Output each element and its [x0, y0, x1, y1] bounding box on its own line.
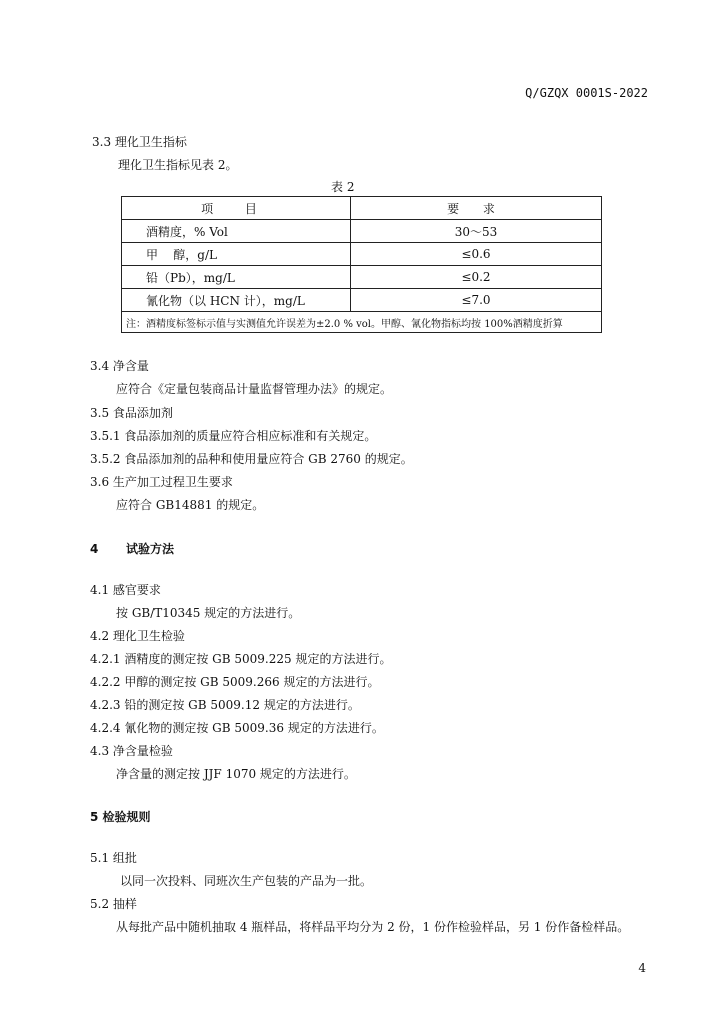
table-note-row: [122, 312, 602, 333]
table-cell-item: 甲 醇，g/L: [122, 243, 351, 266]
table-cell-requirement: ≤0.6: [351, 243, 602, 266]
table-cell-item: 氰化物（以 HCN 计），mg/L: [122, 289, 351, 312]
table-row: [122, 243, 602, 266]
section-5-1-title: 5.1 组批: [90, 851, 137, 865]
table-row: [122, 289, 602, 312]
section-3-3-body: 理化卫生指标见表 2。: [118, 158, 238, 172]
section-4-2-3-text: 4.2.3 铅的测定按 GB 5009.12 规定的方法进行。: [90, 698, 360, 712]
table-cell-requirement: ≤7.0: [351, 289, 602, 312]
table-caption: 表 2: [331, 180, 355, 194]
spec-table: [121, 196, 602, 333]
section-3-4-title: 3.4 净含量: [90, 359, 149, 373]
section-4-2-title: 4.2 理化卫生检验: [90, 629, 185, 643]
section-3-5-2-text: 3.5.2 食品添加剂的品种和使用量应符合 GB 2760 的规定。: [90, 452, 413, 466]
column-header-requirement: 要 求: [351, 197, 602, 220]
section-5-1-body: 以同一次投料、同班次生产包装的产品为一批。: [120, 874, 373, 888]
section-3-4-body: 应符合《定量包装商品计量监督管理办法》的规定。: [116, 382, 393, 396]
table-cell-item: 铅（Pb），mg/L: [122, 266, 351, 289]
page-number: 4: [638, 961, 646, 975]
section-5-2-title: 5.2 抽样: [90, 897, 137, 911]
section-4-3-body: 净含量的测定按 JJF 1070 规定的方法进行。: [116, 767, 356, 781]
table-cell-item: 酒精度，% Vol: [122, 220, 351, 243]
section-3-6-body: 应符合 GB14881 的规定。: [116, 498, 265, 512]
section-4-1-title: 4.1 感官要求: [90, 583, 161, 597]
table-cell-requirement: 30～53: [351, 220, 602, 243]
section-4-1-body: 按 GB/T10345 规定的方法进行。: [116, 606, 301, 620]
section-5-heading: 5 检验规则: [90, 810, 151, 824]
section-3-3-title: 3.3 理化卫生指标: [92, 135, 187, 149]
table-row: [122, 220, 602, 243]
section-4-2-1-text: 4.2.1 酒精度的测定按 GB 5009.225 规定的方法进行。: [90, 652, 392, 666]
document-code: Q/GZQX 0001S-2022: [525, 86, 648, 100]
section-4-title: 试验方法: [126, 542, 175, 556]
section-3-5-1-text: 3.5.1 食品添加剂的质量应符合相应标准和有关规定。: [90, 429, 377, 443]
section-3-5-title: 3.5 食品添加剂: [90, 406, 173, 420]
section-4-3-title: 4.3 净含量检验: [90, 744, 173, 758]
section-3-6-title: 3.6 生产加工过程卫生要求: [90, 475, 233, 489]
section-5-2-body: 从每批产品中随机抽取 4 瓶样品，将样品平均分为 2 份，1 份作检验样品，另 1 份作备检样品。: [116, 920, 630, 934]
section-4-heading: [90, 540, 174, 557]
table-cell-requirement: ≤0.2: [351, 266, 602, 289]
table-header-row: [122, 197, 602, 220]
section-4-2-2-text: 4.2.2 甲醇的测定按 GB 5009.266 规定的方法进行。: [90, 675, 380, 689]
section-4-number: 4: [90, 542, 99, 556]
table-row: [122, 266, 602, 289]
column-header-item: 项 目: [122, 197, 351, 220]
table-note: 注：酒精度标签标示值与实测值允许误差为±2.0 % vol。甲醇、氰化物指标均按 100%酒精度折算: [122, 312, 602, 333]
section-4-2-4-text: 4.2.4 氰化物的测定按 GB 5009.36 规定的方法进行。: [90, 721, 384, 735]
